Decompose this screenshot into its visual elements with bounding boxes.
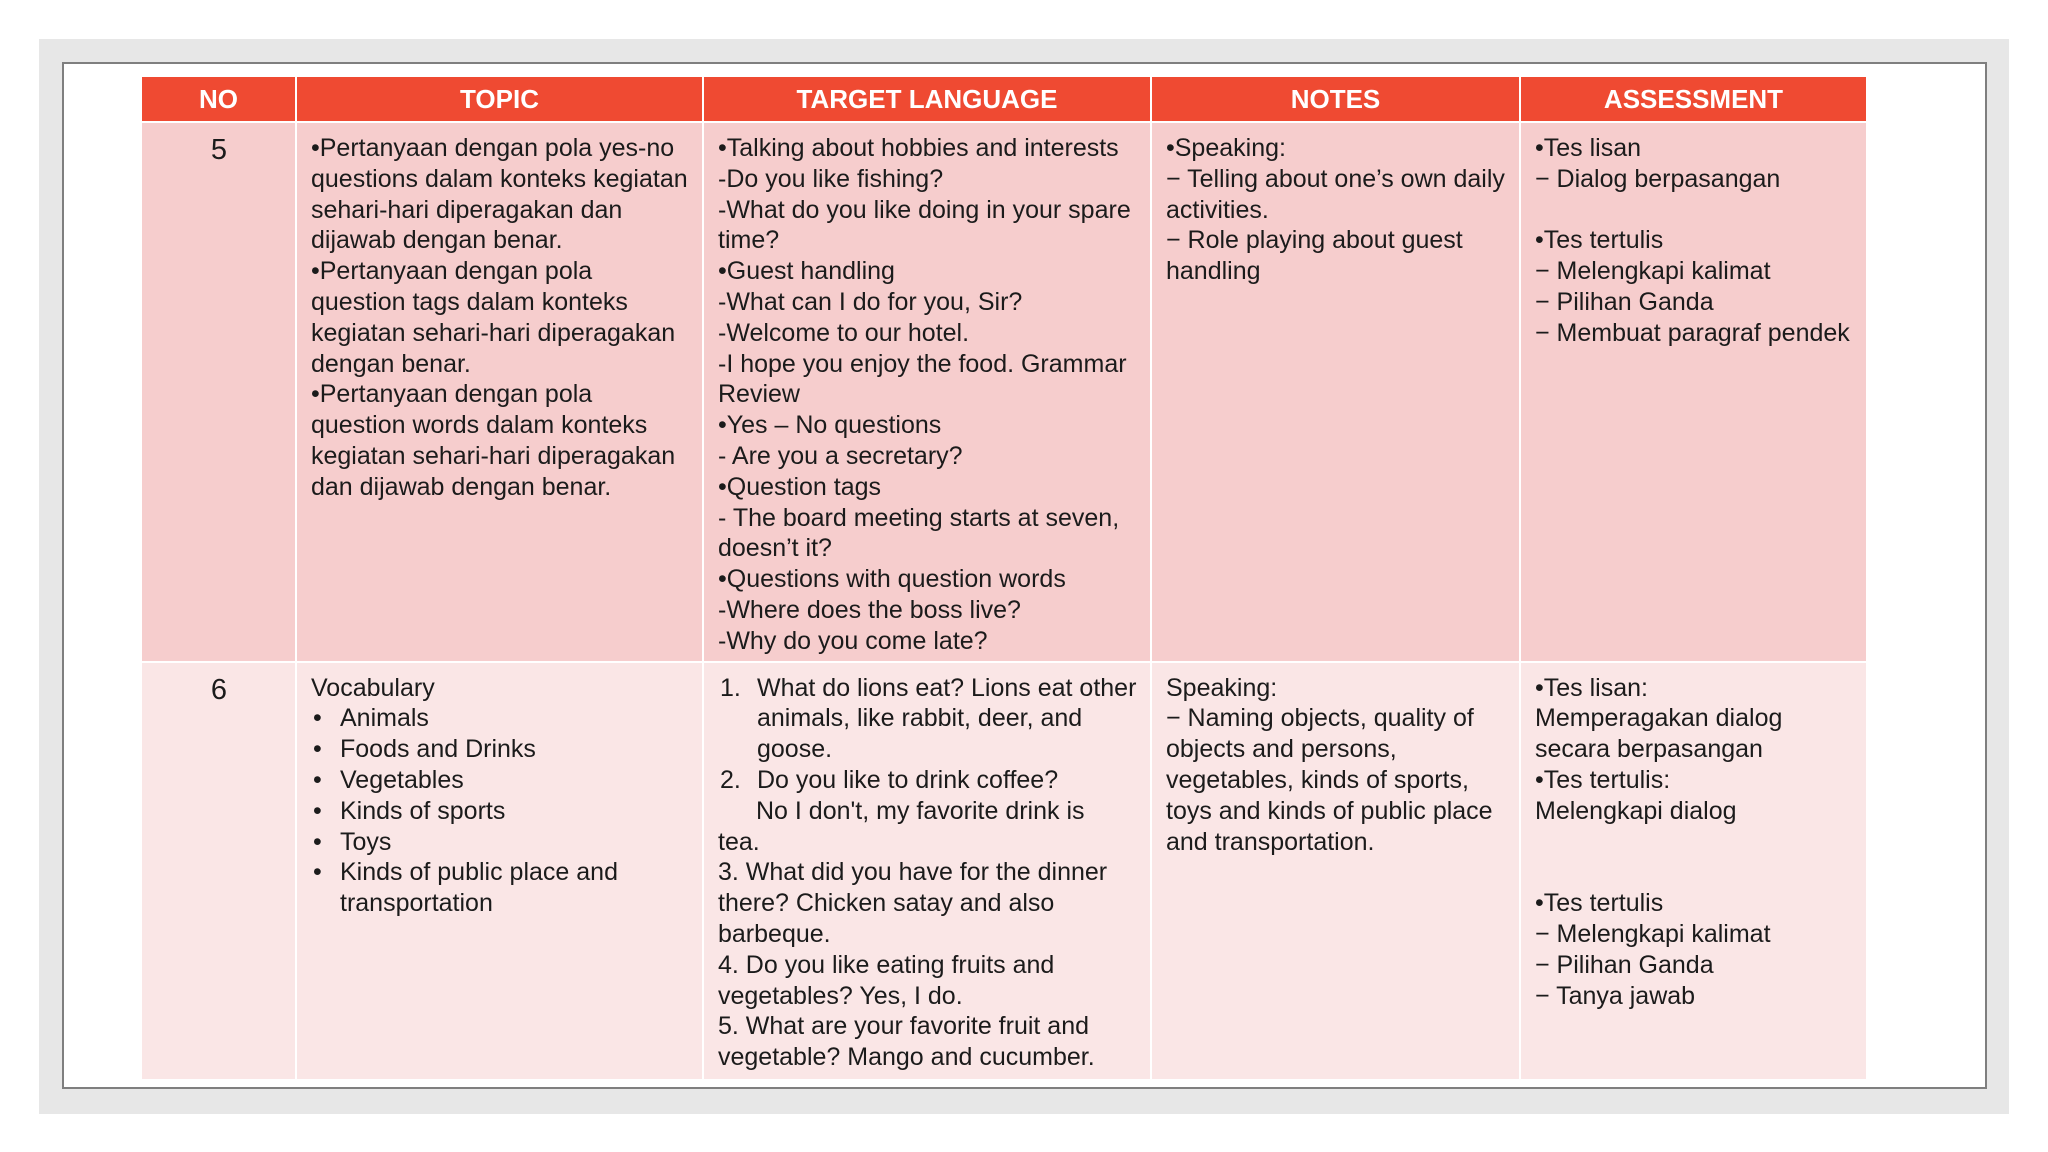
notes-line: Speaking: <box>1166 673 1278 702</box>
target-language-cell <box>703 662 1151 1080</box>
header-assessment: ASSESSMENT <box>1520 76 1867 122</box>
notes-line: •Speaking: <box>1166 134 1286 162</box>
list-item: • Animals <box>311 703 689 734</box>
assessment-line: •Tes tertulis: <box>1535 765 1671 794</box>
target-line: •Talking about hobbies and interests <box>718 134 1119 162</box>
target-line: - Are you a secretary? <box>718 441 963 470</box>
assessment-line: •Tes tertulis <box>1535 889 1664 918</box>
target-line: 5. What are your favorite fruit and vegetable? Mango and cucumber. <box>718 1012 1096 1072</box>
list-item: • Kinds of sports <box>311 796 689 827</box>
target-line: •Yes – No questions <box>718 411 942 440</box>
assessment-cell <box>1520 662 1867 1080</box>
curriculum-table <box>140 75 1868 1081</box>
list-item: • Foods and Drinks <box>311 734 689 765</box>
target-line: -Welcome to our hotel. <box>718 318 970 347</box>
list-item: • Vegetables <box>311 765 689 796</box>
notes-cell <box>1151 122 1520 662</box>
list-item <box>718 673 1137 765</box>
row-number: 5 <box>141 122 296 662</box>
list-item: • Kinds of public place and transportation <box>311 857 689 919</box>
target-line: •Questions with question words <box>718 565 1066 594</box>
target-line: 4. Do you like eating fruits and vegetables? Yes, I do. <box>718 950 1062 1010</box>
list-item <box>718 765 1137 796</box>
assessment-line: •Tes lisan <box>1535 134 1642 162</box>
header-topic: TOPIC <box>296 76 703 122</box>
assessment-line: − Melengkapi kalimat <box>1535 257 1771 286</box>
table-row <box>141 662 1867 1080</box>
list-text: Do you like to drink coffee? <box>757 765 1059 794</box>
spacer <box>1535 827 1853 889</box>
target-line: -I hope you enjoy the food. Grammar Review <box>718 349 1134 409</box>
assessment-line: − Pilihan Ganda <box>1535 287 1714 316</box>
target-line: •Question tags <box>718 472 882 501</box>
target-line: - The board meeting starts at seven, doesn’t it? <box>718 503 1127 563</box>
list-number: 2. <box>720 765 741 794</box>
header-no: NO <box>141 76 296 122</box>
target-line: No I don't, my favorite drink is <box>756 796 1085 825</box>
list-number: 1. <box>720 673 741 702</box>
notes-line: − Naming objects, quality of objects and persons, vegetables, kinds of sports, toys and kinds of public place and transportation. <box>1166 704 1500 856</box>
assessment-line: − Pilihan Ganda <box>1535 950 1714 979</box>
topic-line: •Pertanyaan dengan pola question words dalam konteks kegiatan sehari-hari diperagakan dan dijawab dengan benar. <box>311 380 683 501</box>
topic-cell <box>296 662 703 1080</box>
assessment-line: Memperagakan dialog secara berpasangan <box>1535 704 1790 764</box>
header-target-language: TARGET LANGUAGE <box>703 76 1151 122</box>
assessment-line: •Tes tertulis <box>1535 226 1664 255</box>
header-notes: NOTES <box>1151 76 1520 122</box>
row-number: 6 <box>141 662 296 1080</box>
notes-line: − Role playing about guest handling <box>1166 226 1470 286</box>
header-row <box>141 76 1867 122</box>
target-line: 3. What did you have for the dinner there? Chicken satay and also barbeque. <box>718 858 1115 948</box>
notes-cell <box>1151 662 1520 1080</box>
target-line: -Why do you come late? <box>718 626 988 655</box>
spacer <box>1535 195 1853 226</box>
assessment-line: − Tanya jawab <box>1535 981 1696 1010</box>
table-row <box>141 122 1867 662</box>
target-line: tea. <box>718 827 760 856</box>
target-numbered-list <box>718 673 1137 796</box>
list-text: What do lions eat? Lions eat other animals, like rabbit, deer, and goose. <box>757 673 1137 764</box>
target-line: -What do you like doing in your spare time? <box>718 195 1138 255</box>
list-item: • Toys <box>311 827 689 858</box>
notes-line: − Telling about one’s own daily activities. <box>1166 164 1512 224</box>
topic-line: •Pertanyaan dengan pola yes-no questions dalam konteks kegiatan sehari-hari diperagakan dan dijawab dengan benar. <box>311 134 695 255</box>
target-language-cell <box>703 122 1151 662</box>
assessment-cell <box>1520 122 1867 662</box>
target-line: -Where does the boss live? <box>718 595 1021 624</box>
assessment-line: Melengkapi dialog <box>1535 796 1737 825</box>
topic-line: •Pertanyaan dengan pola question tags dalam konteks kegiatan sehari-hari diperagakan dengan benar. <box>311 257 683 378</box>
topic-heading: Vocabulary <box>311 673 435 702</box>
assessment-line: •Tes lisan: <box>1535 673 1648 702</box>
target-line: -Do you like fishing? <box>718 164 944 193</box>
assessment-line: − Membuat paragraf pendek <box>1535 318 1850 347</box>
topic-cell <box>296 122 703 662</box>
assessment-line: − Melengkapi kalimat <box>1535 919 1771 948</box>
target-line: -What can I do for you, Sir? <box>718 287 1023 316</box>
topic-list <box>311 703 689 919</box>
assessment-line: − Dialog berpasangan <box>1535 164 1781 193</box>
target-line: •Guest handling <box>718 257 895 286</box>
